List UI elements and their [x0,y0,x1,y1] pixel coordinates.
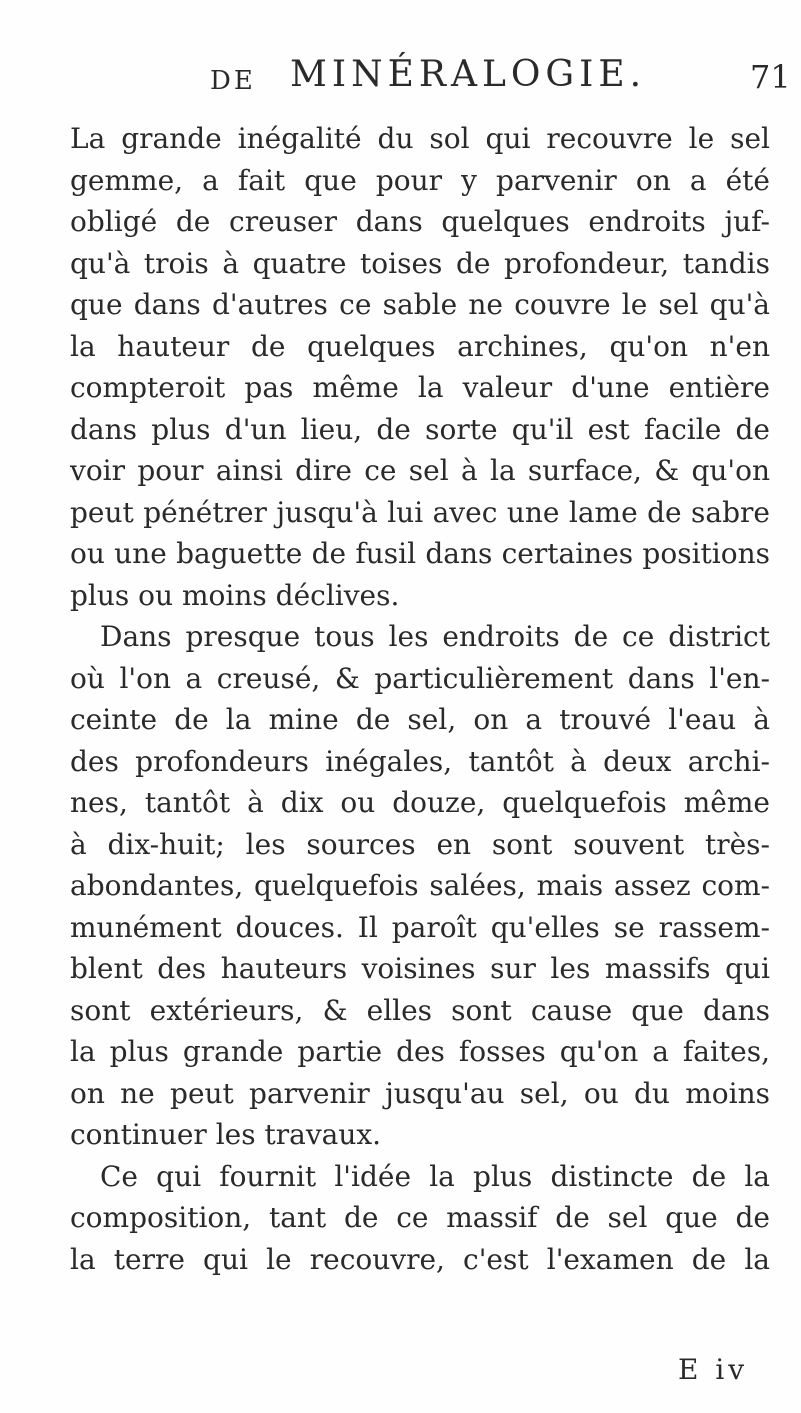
text-line: nes, tantôt à dix ou douze, quelquefois même [70,786,770,819]
text-line: voir pour ainsi dire ce sel à la surface, & qu'on [70,454,770,487]
text-line: des profondeurs inégales, tantôt à deux archi- [70,744,770,778]
text-line: la hauteur de quelques archines, qu'on n'en [70,329,770,363]
body-text [70,118,770,1280]
text-line: que dans d'autres ce sable ne couvre le sel qu'à [70,288,770,321]
running-head [210,54,791,104]
text-line: dans plus d'un lieu, de sorte qu'il est facile de [70,412,770,446]
running-head-title: MINÉRALOGIE. [290,54,647,95]
text-line: La grande inégalité du sol qui recouvre le sel [70,122,770,155]
text-line: abondantes, quelquefois salées, mais assez com- [70,869,770,902]
text-line: composition, tant de ce massif de sel que de [70,1201,770,1234]
text-line: la terre qui le recouvre, c'est l'examen de la [70,1242,770,1276]
page-number: 71 [750,58,791,96]
text-line: à dix-huit; les sources en sont souvent très- [70,827,770,861]
signature-mark: E iv [678,1353,749,1386]
text-line: munément douces. Il paroît qu'elles se rassem- [70,910,770,944]
text-line: sont extérieurs, & elles sont cause que dans [70,993,770,1027]
text-line: compteroit pas même la valeur d'une entière [70,371,770,404]
text-line: la plus grande partie des fosses qu'on a faites, [70,1035,770,1068]
text-line: Ce qui fournit l'idée la plus distincte de la [100,1159,770,1193]
text-line: qu'à trois à quatre toises de profondeur, tandis [70,246,770,280]
text-line: peut pénétrer jusqu'à lui avec une lame de sabre [70,495,770,529]
text-line: où l'on a creusé, & particulièrement dans l'en- [70,661,770,695]
text-line: on ne peut parvenir jusqu'au sel, ou du moins [70,1076,770,1110]
text-line: continuer les travaux. [70,1118,382,1151]
text-line: ceinte de la mine de sel, on a trouvé l'eau à [70,703,770,736]
text-line: plus ou moins déclives. [70,578,400,612]
text-line: gemme, a fait que pour y parvenir on a été [70,163,770,197]
text-line: blent des hauteurs voisines sur les massifs qui [70,952,770,985]
text-line: Dans presque tous les endroits de ce district [100,620,770,653]
text-line: obligé de creuser dans quelques endroits juf- [70,205,770,238]
text-line: ou une baguette de fusil dans certaines positions [70,537,770,570]
running-head-prefix: DE [210,66,256,96]
